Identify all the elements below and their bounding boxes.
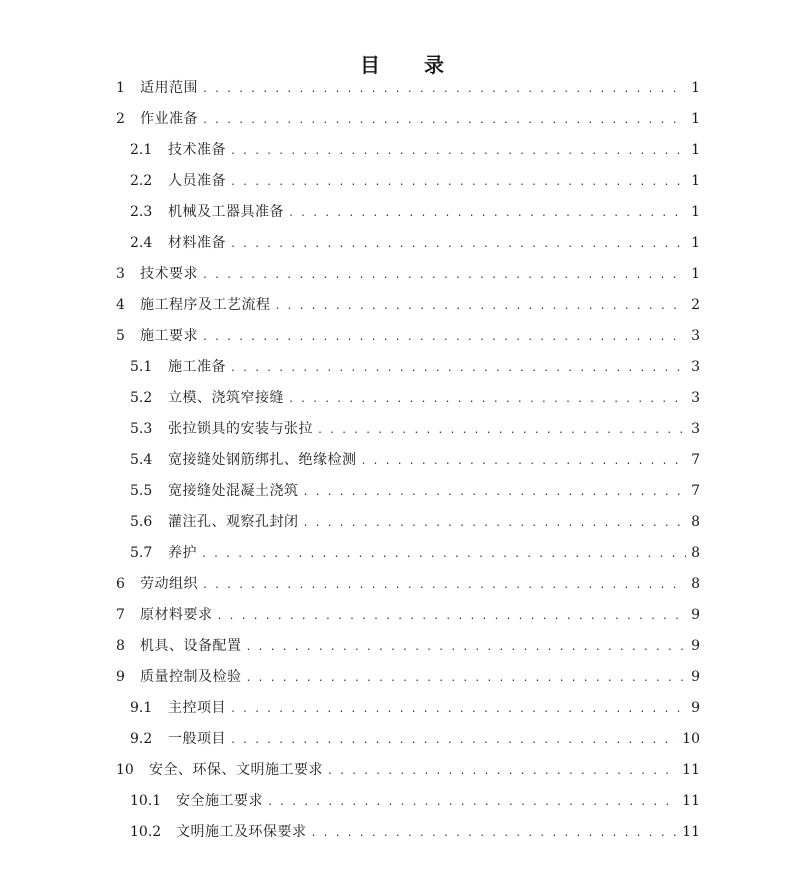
toc-entry-page-number: 1: [691, 204, 700, 220]
toc-entry-page-number: 1: [691, 266, 700, 282]
toc-entry-number: 3: [116, 266, 125, 282]
toc-entry[interactable]: [0, 104, 796, 135]
toc-entry-page-number: 9: [691, 607, 700, 623]
toc-dot-leader: [311, 818, 679, 849]
toc-title: 目 录: [360, 53, 456, 77]
toc-entry-page-number: 1: [691, 80, 700, 96]
toc-entry-title: 宽接缝处混凝土浇筑: [168, 483, 299, 499]
toc-entry-title: 质量控制及检验: [140, 669, 242, 685]
toc-entry[interactable]: [0, 135, 796, 166]
toc-entry-number: 10.1: [130, 793, 162, 809]
toc-entry-number: 10.2: [130, 824, 162, 840]
toc-entry-title: 施工程序及工艺流程: [140, 297, 271, 313]
toc-entry-page-number: 11: [682, 824, 700, 840]
toc-entry[interactable]: [0, 507, 796, 538]
toc-entry-page-number: 3: [691, 390, 700, 406]
toc-entry-page-number: 9: [691, 638, 700, 654]
toc-dot-leader: [288, 198, 686, 229]
toc-entry[interactable]: [0, 259, 796, 290]
toc-entry-page-number: 1: [691, 111, 700, 127]
toc-entry-title: 技术要求: [140, 266, 198, 282]
toc-entry[interactable]: [0, 166, 796, 197]
toc-entry-title: 主控项目: [168, 700, 226, 716]
toc-dot-leader: [327, 756, 678, 787]
toc-entry-number: 9.2: [130, 731, 153, 747]
toc-entry-page-number: 11: [682, 762, 700, 778]
toc-entry-number: 9.1: [130, 700, 153, 716]
toc-dot-leader: [246, 663, 687, 694]
toc-entry-page-number: 7: [691, 452, 700, 468]
toc-entry[interactable]: [0, 476, 796, 507]
toc-entry[interactable]: [0, 569, 796, 600]
toc-dot-leader: [202, 74, 686, 105]
toc-entry-title: 适用范围: [140, 80, 198, 96]
toc-entry-page-number: 8: [691, 545, 700, 561]
toc-entry-title: 安全施工要求: [176, 793, 263, 809]
toc-entry-number: 4: [116, 297, 125, 313]
toc-entry-page-number: 8: [691, 576, 700, 592]
toc-entry[interactable]: [0, 73, 796, 104]
toc-entry-number: 5.3: [130, 421, 153, 437]
toc-entry-title: 人员准备: [168, 173, 226, 189]
toc-entry-number: 2.2: [130, 173, 153, 189]
toc-dot-leader: [246, 632, 687, 663]
toc-entry[interactable]: [0, 724, 796, 755]
toc-entry-page-number: 3: [691, 359, 700, 375]
toc-entry-number: 2: [116, 111, 125, 127]
toc-entry[interactable]: [0, 662, 796, 693]
toc-dot-leader: [230, 694, 686, 725]
toc-entry-page-number: 2: [691, 297, 700, 313]
toc-entry-title: 灌注孔、观察孔封闭: [168, 514, 299, 530]
toc-dot-leader: [230, 136, 686, 167]
toc-entry-title: 立模、浇筑窄接缝: [168, 390, 284, 406]
toc-entry-title: 安全、环保、文明施工要求: [149, 762, 323, 778]
toc-entry-number: 7: [116, 607, 125, 623]
toc-entry-page-number: 1: [691, 173, 700, 189]
toc-entry[interactable]: [0, 445, 796, 476]
toc-entry-title: 养护: [168, 545, 197, 561]
toc-entry[interactable]: [0, 197, 796, 228]
toc-entry-page-number: 8: [691, 514, 700, 530]
toc-list: [0, 73, 796, 848]
toc-dot-leader: [202, 260, 686, 291]
toc-entry[interactable]: [0, 538, 796, 569]
toc-entry-number: 5.6: [130, 514, 153, 530]
toc-entry-title: 劳动组织: [140, 576, 198, 592]
toc-dot-leader: [303, 508, 687, 539]
toc-entry-number: 2.4: [130, 235, 153, 251]
toc-dot-leader: [230, 229, 686, 260]
toc-entry-page-number: 3: [691, 328, 700, 344]
toc-entry[interactable]: [0, 414, 796, 445]
toc-dot-leader: [317, 415, 686, 446]
toc-entry[interactable]: [0, 631, 796, 662]
toc-entry[interactable]: [0, 817, 796, 848]
toc-entry-number: 8: [116, 638, 125, 654]
toc-entry-title: 材料准备: [168, 235, 226, 251]
toc-entry[interactable]: [0, 786, 796, 817]
toc-entry-title: 原材料要求: [140, 607, 213, 623]
toc-dot-leader: [361, 446, 687, 477]
toc-dot-leader: [202, 570, 686, 601]
toc-entry-number: 5.5: [130, 483, 153, 499]
toc-entry-title: 宽接缝处钢筋绑扎、绝缘检测: [168, 452, 357, 468]
toc-entry-number: 5.2: [130, 390, 153, 406]
toc-entry-page-number: 1: [691, 235, 700, 251]
toc-entry[interactable]: [0, 290, 796, 321]
toc-dot-leader: [267, 787, 678, 818]
toc-entry-number: 5.1: [130, 359, 153, 375]
toc-dot-leader: [201, 539, 686, 570]
toc-entry-title: 施工要求: [140, 328, 198, 344]
toc-entry-number: 6: [116, 576, 125, 592]
toc-entry-number: 5.7: [130, 545, 153, 561]
toc-entry[interactable]: [0, 352, 796, 383]
toc-entry-title: 机械及工器具准备: [168, 204, 284, 220]
toc-entry-page-number: 7: [691, 483, 700, 499]
toc-entry[interactable]: [0, 600, 796, 631]
toc-entry-title: 一般项目: [168, 731, 226, 747]
toc-entry-number: 9: [116, 669, 125, 685]
toc-dot-leader: [303, 477, 687, 508]
toc-entry-page-number: 9: [691, 669, 700, 685]
toc-entry-page-number: 9: [691, 700, 700, 716]
toc-entry-page-number: 10: [682, 731, 700, 747]
toc-entry-title: 文明施工及环保要求: [176, 824, 307, 840]
toc-dot-leader: [230, 353, 686, 384]
toc-dot-leader: [275, 291, 687, 322]
toc-entry-page-number: 11: [682, 793, 700, 809]
toc-entry[interactable]: [0, 321, 796, 352]
toc-dot-leader: [288, 384, 686, 415]
toc-entry-title: 机具、设备配置: [140, 638, 242, 654]
toc-entry[interactable]: [0, 693, 796, 724]
toc-dot-leader: [230, 725, 678, 756]
toc-entry-title: 张拉锁具的安装与张拉: [168, 421, 313, 437]
toc-entry-number: 1: [116, 80, 125, 96]
toc-entry-number: 5: [116, 328, 125, 344]
toc-entry-page-number: 1: [691, 142, 700, 158]
toc-entry[interactable]: [0, 228, 796, 259]
toc-entry-number: 2.3: [130, 204, 153, 220]
toc-entry-page-number: 3: [691, 421, 700, 437]
toc-entry-number: 10: [116, 762, 134, 778]
toc-dot-leader: [202, 322, 686, 353]
toc-dot-leader: [230, 167, 686, 198]
toc-entry-number: 2.1: [130, 142, 153, 158]
toc-entry-title: 技术准备: [168, 142, 226, 158]
toc-dot-leader: [217, 601, 687, 632]
toc-entry-title: 作业准备: [140, 111, 198, 127]
toc-dot-leader: [202, 105, 686, 136]
toc-entry[interactable]: [0, 383, 796, 414]
toc-entry-number: 5.4: [130, 452, 153, 468]
toc-entry-title: 施工准备: [168, 359, 226, 375]
toc-entry[interactable]: [0, 755, 796, 786]
